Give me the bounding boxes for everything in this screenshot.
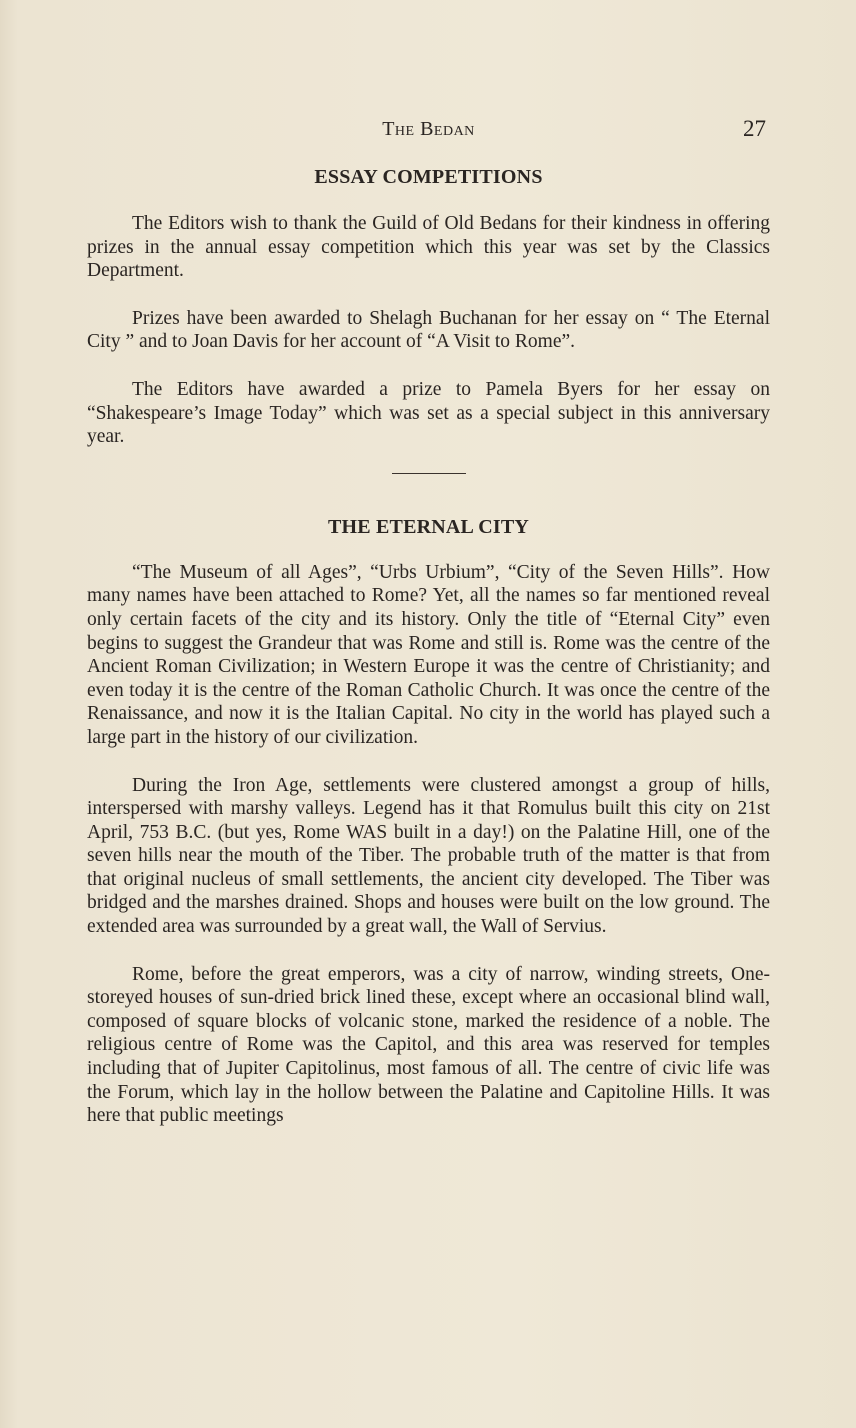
section-title-essay-competitions: ESSAY COMPETITIONS xyxy=(314,166,543,188)
paragraph: During the Iron Age, settlements were clustered amongst a group of hills, interspersed with marshy valleys. Legend has it that Romulus built this city on 21st April, 753 B.C. (but yes, Rome WAS built in a day!) on the Palatine Hill, one of the seven hills near the mouth of the Tiber. The probable truth of the matter is that from that original nucleus of small settlements, the ancient city developed. The Tiber was bridged and the marshes drained. Shops and houses were built on the low ground. The extended area was surrounded by a great wall, the Wall of Servius. xyxy=(87,774,770,938)
paragraph: The Editors wish to thank the Guild of Old Bedans for their kindness in offering prizes in the annual essay competition which this year was set by the Classics Department. xyxy=(87,213,770,282)
page-number: 27 xyxy=(743,116,766,141)
paragraph: Prizes have been awarded to Shelagh Buchanan for her essay on “ The Eternal City ” and to Joan Davis for her account of “A Visit to Rome”. xyxy=(87,307,770,353)
page-content xyxy=(87,166,770,1152)
section-divider xyxy=(392,473,466,474)
section-title-eternal-city: THE ETERNAL CITY xyxy=(327,515,530,538)
paragraph: The Editors have awarded a prize to Pamela Byers for her essay on “Shakespeare’s Image Today” which was set as a special subject in this anniversary year. xyxy=(87,378,770,448)
paragraph: Rome, before the great emperors, was a city of narrow, winding streets, One-storeyed houses of sun-dried brick lined these, except where an occasional blind wall, composed of square blocks of volcanic stone, marked the residence of a noble. The religious centre of Rome was the Capitol, and this area was reserved for temples including that of Jupiter Capitolinus, most famous of all. The centre of civic life was the Forum, which lay in the hollow between the Palatine and Capitoline Hills. It was here that public meetings xyxy=(87,963,770,1127)
page-header xyxy=(87,118,770,148)
running-title: The Bedan xyxy=(382,118,475,140)
paragraph: “The Museum of all Ages”, “Urbs Urbium”, “City of the Seven Hills”. How many names have been attached to Rome? Yet, all the names so far mentioned reveal only certain facets of the city and its history. Only the title of “Eternal City” even begins to suggest the Grandeur that was Rome and still is. Rome was the centre of the Ancient Roman Civilization; in Western Europe it was the centre of Christianity; and even today it is the centre of the Roman Catholic Church. It was once the centre of the Renaissance, and now it is the Italian Capital. No city in the world has played such a large part in the history of our civilization. xyxy=(87,561,770,748)
